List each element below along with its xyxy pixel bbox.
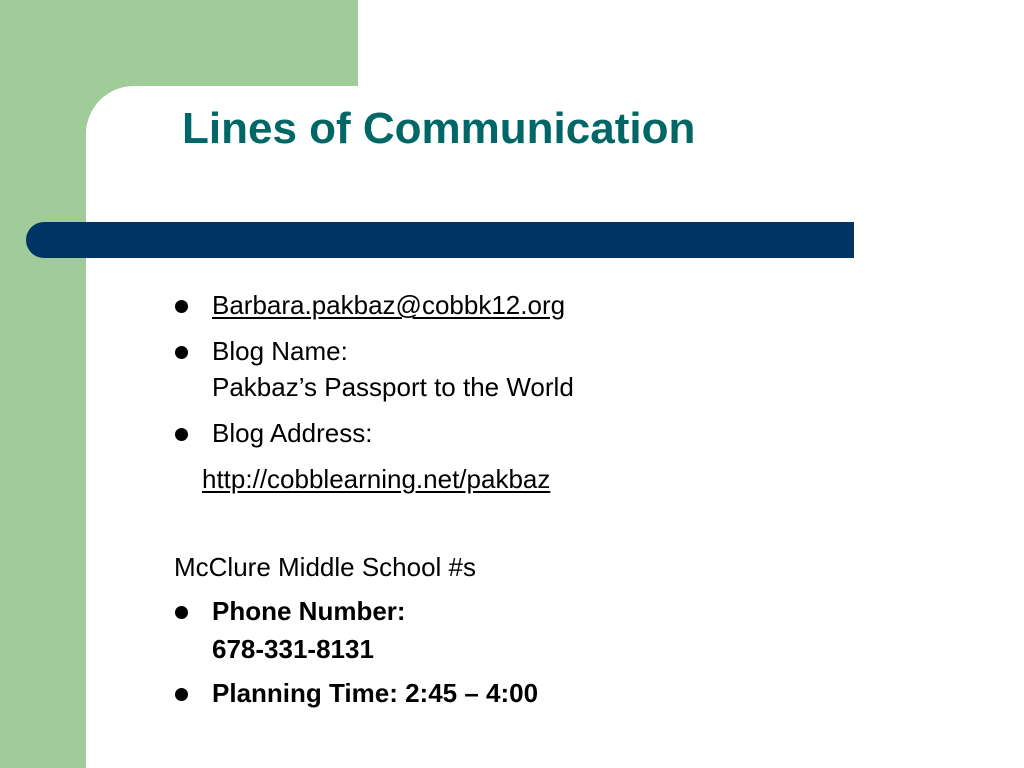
- planning-time: Planning Time: 2:45 – 4:00: [212, 678, 539, 708]
- bullet-dot-phone: [175, 606, 188, 619]
- blog-url-link[interactable]: http://cobblearning.net/pakbaz: [202, 464, 551, 494]
- bullet-dot-planning: [175, 688, 188, 701]
- school-heading: McClure Middle School #s: [174, 552, 477, 582]
- email-link[interactable]: Barbara.pakbaz@cobbk12.org: [212, 290, 566, 320]
- bullet-dot-email: [175, 300, 188, 313]
- bullet-dot-blog-name: [175, 346, 188, 359]
- blog-name-label: Blog Name:: [212, 336, 348, 366]
- phone-label: Phone Number:: [212, 596, 406, 626]
- blog-address-label: Blog Address:: [212, 418, 373, 448]
- blog-name-value: Pakbaz’s Passport to the World: [212, 372, 574, 402]
- slide-title: Lines of Communication: [182, 104, 696, 153]
- bullet-dot-blog-address: [175, 428, 188, 441]
- phone-value: 678-331-8131: [212, 634, 374, 664]
- title-divider-bar: [26, 222, 854, 258]
